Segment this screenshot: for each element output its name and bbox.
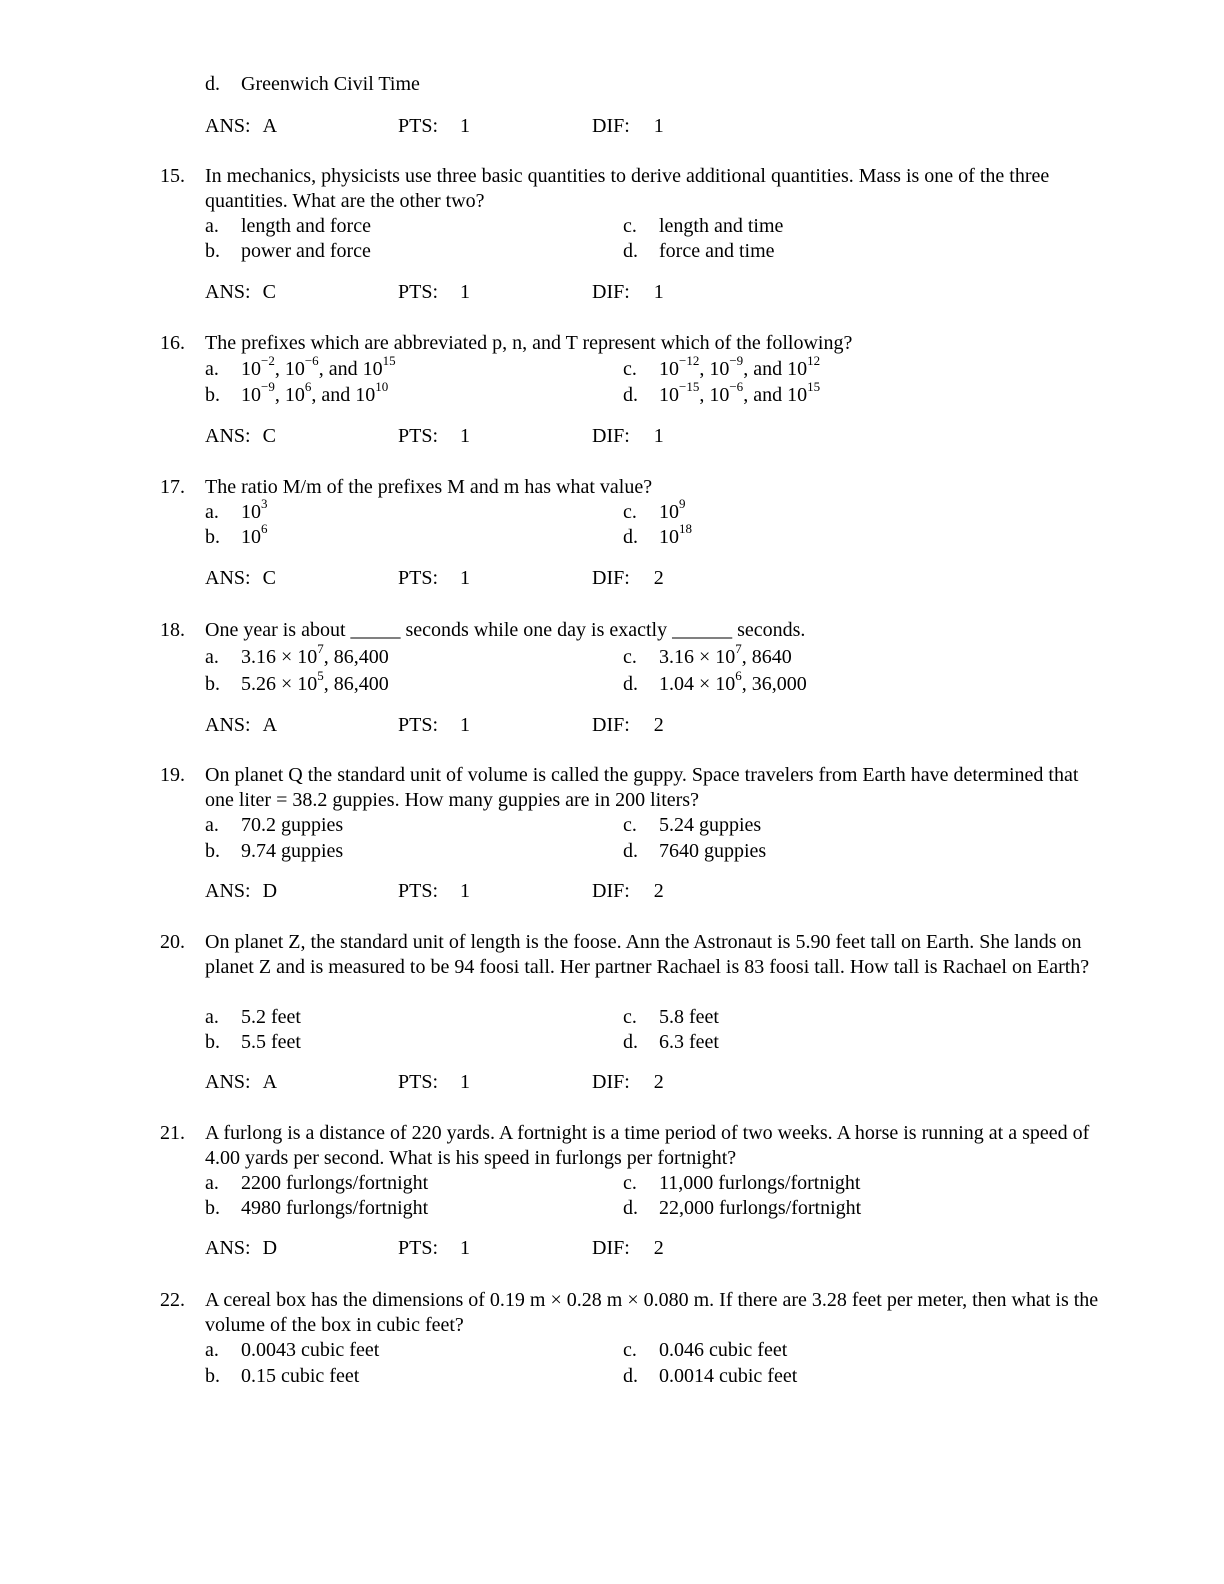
q21-option-d: d. 22,000 furlongs/fortnight [623,1197,862,1219]
q14-points: PTS: 1 [398,115,471,137]
q18-option-d: d. $1.04 \times 10^6$, 36,000 [623,668,807,695]
q21-points: PTS: 1 [398,1237,471,1259]
q15-answer: ANS: C [205,281,276,303]
q22-option-a: a. 0.0043 cubic feet [205,1339,380,1361]
q15-option-d: d. force and time [623,240,775,262]
q14-option-d: d. Greenwich Civil Time [205,73,420,95]
q15-number: 15. [160,165,185,187]
q16-stem: The prefixes which are abbreviated p, n, and T represent which of the following? [205,332,853,354]
q18-number: 18. [160,619,185,641]
q19-option-c: c. 5.24 guppies [623,814,762,836]
q18-answer: ANS: A [205,714,278,736]
q22-stem: A cereal box has the dimensions of 0.19 m × 0.28 m × 0.080 m. If there are 3.28 feet per meter, then what is the volume of the box in cubic feet? [205,1289,1099,1336]
q18-option-a: a. $3.16 \times 10^7$, 86,400 [205,641,389,668]
q19-answer: ANS: D [205,880,278,902]
q19-option-b: b. 9.74 guppies [205,840,344,862]
q18-difficulty: DIF: 2 [592,714,664,736]
q17-points: PTS: 1 [398,567,471,589]
q15-stem: In mechanics, physicists use three basic quantities to derive additional quantities. Mass is one of the three quantities. What are the other two? [205,165,1050,212]
q17-stem: The ratio M/m of the prefixes M and m has what value? [205,476,653,498]
q20-option-c: c. 5.8 feet [623,1006,719,1028]
q21-difficulty: DIF: 2 [592,1237,664,1259]
q15-option-b: b. power and force [205,240,371,262]
q21-number: 21. [160,1122,185,1144]
q16-difficulty: DIF: 1 [592,425,664,447]
q16-option-c: c. $10^{-12}$, $10^{-9}$, and $10^{12}$ [623,353,821,380]
q22-option-c: c. 0.046 cubic feet [623,1339,788,1361]
q20-difficulty: DIF: 2 [592,1071,664,1093]
q18-option-b: b. $5.26 \times 10^5$, 86,400 [205,668,389,695]
q20-option-d: d. 6.3 feet [623,1031,719,1053]
q20-points: PTS: 1 [398,1071,471,1093]
q21-stem: A furlong is a distance of 220 yards. A fortnight is a time period of two weeks. A horse is running at a speed of 4.00 yards per second. What is his speed in furlongs per fortnight? [205,1122,1090,1169]
q15-option-a: a. length and force [205,215,371,237]
q20-option-b: b. 5.5 feet [205,1031,301,1053]
q20-answer: ANS: A [205,1071,278,1093]
q22-number: 22. [160,1289,185,1311]
q22-option-d: d. 0.0014 cubic feet [623,1365,798,1387]
q20-option-a: a. 5.2 feet [205,1006,301,1028]
q17-option-c: c. $10^9$ [623,496,686,523]
q19-difficulty: DIF: 2 [592,880,664,902]
q16-answer: ANS: C [205,425,276,447]
q17-answer: ANS: C [205,567,276,589]
q19-number: 19. [160,764,185,786]
q14-difficulty: DIF: 1 [592,115,664,137]
q17-option-a: a. $10^3$ [205,496,268,523]
q21-option-b: b. 4980 furlongs/fortnight [205,1197,429,1219]
q16-option-a: a. $10^{-2}$, $10^{-6}$, and $10^{15}$ [205,353,396,380]
q16-points: PTS: 1 [398,425,471,447]
q16-number: 16. [160,332,185,354]
q20-number: 20. [160,931,185,953]
q14-answer: ANS: A [205,115,278,137]
q19-stem: On planet Q the standard unit of volume is called the guppy. Space travelers from Earth have determined that one liter = 38.2 guppies. How many guppies are in 200 liters? [205,764,1079,811]
q17-option-b: b. $10^6$ [205,521,268,548]
q19-option-d: d. 7640 guppies [623,840,767,862]
q18-points: PTS: 1 [398,714,471,736]
q15-option-c: c. length and time [623,215,784,237]
q15-points: PTS: 1 [398,281,471,303]
q17-number: 17. [160,476,185,498]
q19-option-a: a. 70.2 guppies [205,814,344,836]
q17-option-d: d. $10^{18}$ [623,521,692,548]
q16-option-d: d. $10^{-15}$, $10^{-6}$, and $10^{15}$ [623,379,821,406]
q19-points: PTS: 1 [398,880,471,902]
q21-option-a: a. 2200 furlongs/fortnight [205,1172,429,1194]
q21-option-c: c. 11,000 furlongs/fortnight [623,1172,861,1194]
q20-stem: On planet Z, the standard unit of length is the foose. Ann the Astronaut is 5.90 feet tall on Earth. She lands on planet Z and is measured to be 94 foosi tall. Her partner Rachael is 83 foosi tall. How tall is Rachael on Earth? [205,931,1090,978]
q22-option-b: b. 0.15 cubic feet [205,1365,360,1387]
q18-option-c: c. $3.16 \times 10^7$, 8640 [623,641,792,668]
q18-stem: One year is about _____ seconds while one day is exactly ______ seconds. [205,619,806,641]
q15-difficulty: DIF: 1 [592,281,664,303]
q21-answer: ANS: D [205,1237,278,1259]
q17-difficulty: DIF: 2 [592,567,664,589]
q16-option-b: b. $10^{-9}$, $10^6$, and $10^{10}$ [205,379,389,406]
